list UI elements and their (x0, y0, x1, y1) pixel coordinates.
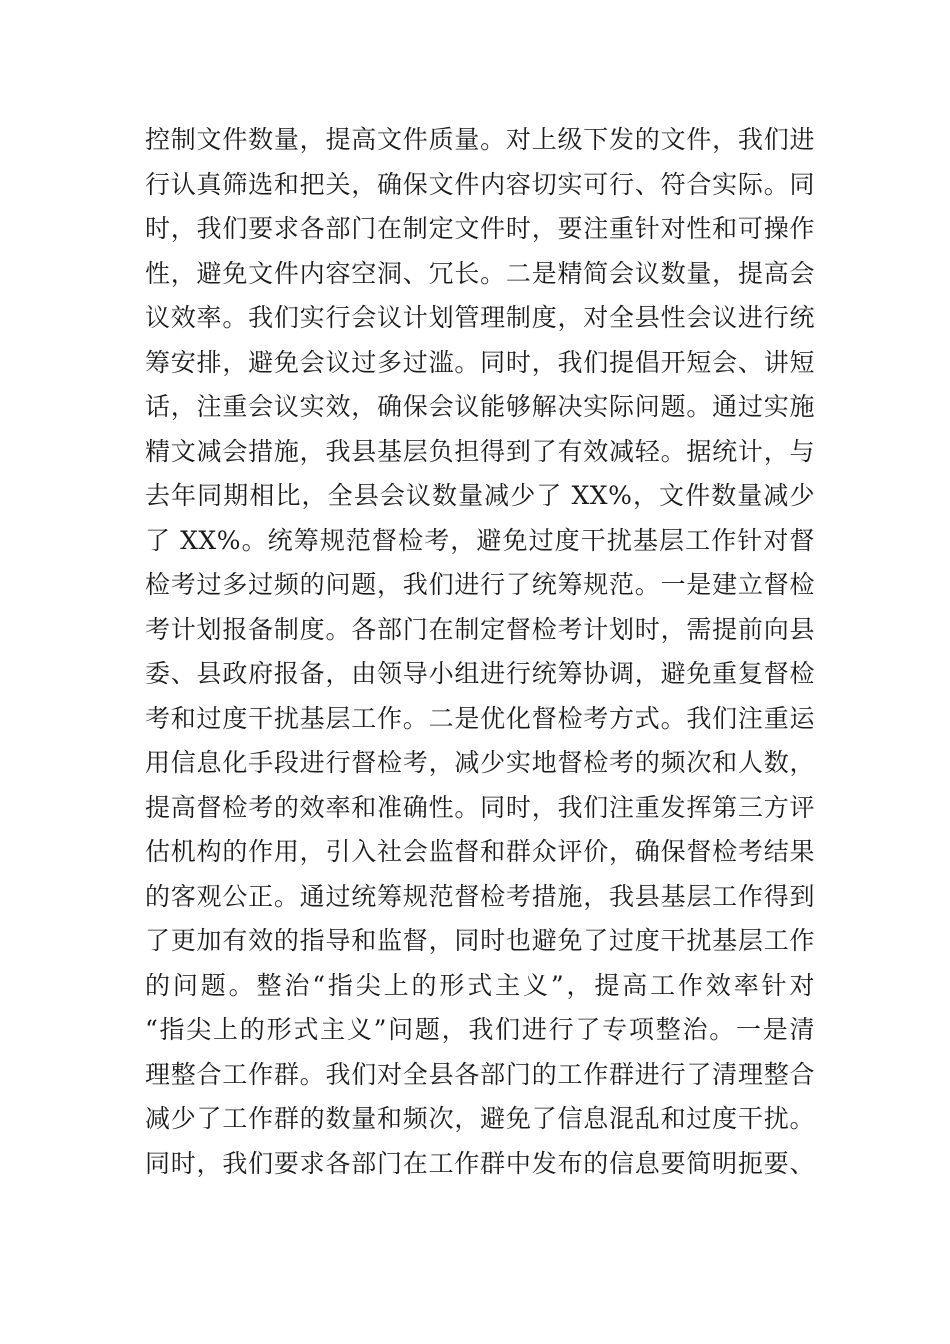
text-line: 估机构的作用，引入社会监督和群众评价，确保督检考结果 (145, 837, 815, 866)
text-line: 考计划报备制度。各部门在制定督检考计划时，需提前向县 (145, 614, 815, 644)
text-line: 性，避免文件内容空洞、冗长。二是精简会议数量，提高会 (145, 258, 815, 288)
text-line: 委、县政府报备，由领导小组进行统筹协调，避免重复督检 (145, 659, 815, 688)
text-line: 了 XX%。统筹规范督检考，避免过度干扰基层工作针对督 (145, 525, 815, 555)
text-line: 时，我们要求各部门在制定文件时，要注重针对性和可操作 (145, 214, 815, 243)
text-line: 同时，我们要求各部门在工作群中发布的信息要简明扼要、 (145, 1148, 815, 1178)
text-line: 精文减会措施，我县基层负担得到了有效减轻。据统计，与 (145, 436, 815, 466)
text-line: 筹安排，避免会议过多过滥。同时，我们提倡开短会、讲短 (145, 347, 815, 377)
text-line: 议效率。我们实行会议计划管理制度，对全县性会议进行统 (145, 303, 815, 332)
text-line: 了更加有效的指导和监督，同时也避免了过度干扰基层工作 (145, 926, 815, 955)
text-line: 提高督检考的效率和准确性。同时，我们注重发挥第三方评 (145, 792, 815, 822)
text-line: 理整合工作群。我们对全县各部门的工作群进行了清理整合 (145, 1059, 815, 1089)
text-line: 话，注重会议实效，确保会议能够解决实际问题。通过实施 (145, 392, 815, 421)
text-line: 检考过多过频的问题，我们进行了统筹规范。一是建立督检 (145, 570, 815, 599)
text-line: 减少了工作群的数量和频次，避免了信息混乱和过度干扰。 (145, 1104, 815, 1133)
text-line: 行认真筛选和把关，确保文件内容切实可行、符合实际。同 (145, 169, 815, 199)
text-line: 考和过度干扰基层工作。二是优化督检考方式。我们注重运 (145, 703, 815, 733)
text-line: 去年同期相比，全县会议数量减少了 XX%，文件数量减少 (145, 481, 815, 510)
body-text (145, 118, 815, 1186)
text-line: 的问题。整治“指尖上的形式主义”，提高工作效率针对 (145, 970, 815, 1000)
text-line: 控制文件数量，提高文件质量。对上级下发的文件，我们进 (145, 125, 815, 154)
text-line: 用信息化手段进行督检考，减少实地督检考的频次和人数， (145, 748, 815, 777)
text-line: 的客观公正。通过统筹规范督检考措施，我县基层工作得到 (145, 881, 815, 911)
text-line: “指尖上的形式主义”问题，我们进行了专项整治。一是清 (145, 1015, 815, 1044)
